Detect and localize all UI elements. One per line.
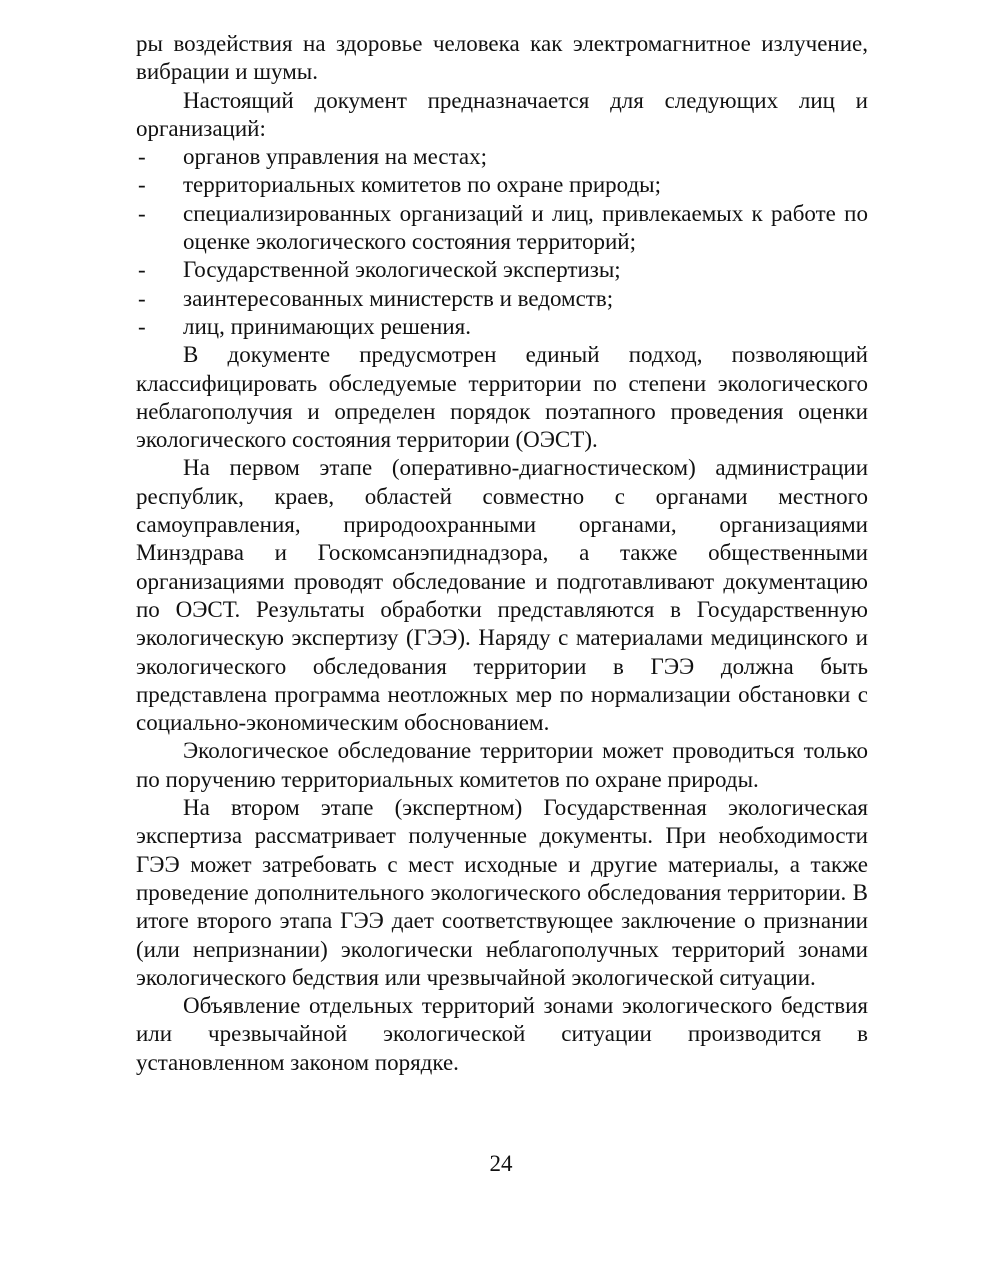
list-item <box>136 285 868 313</box>
list-marker: - <box>138 200 146 226</box>
paragraph-continuation: ры воздействия на здоровье человека как электромагнитное излучение, вибрации и шумы. <box>136 31 868 85</box>
list-item <box>136 256 868 284</box>
paragraph-stage-one: На первом этапе (оперативно-диагностическом) администрации республик, краев, областей совместно с органами местного самоуправления, природоохранными органами, организациями Минздрава и Госкомсанэпиднадзора, а также общественными организациями проводят обследование и подготавливают документацию по ОЭСТ. Результаты обработки представляются в Государственную экологическую экспертизу (ГЭЭ). Наряду с материалами медицинского и экологического обследования территории в ГЭЭ должна быть представлена программа неотложных мер по нормализации обстановки с социально-экономическим обоснованием. <box>136 455 868 736</box>
list-item-text: органов управления на местах; <box>183 144 488 170</box>
list-item <box>136 143 868 171</box>
list-marker: - <box>138 144 146 170</box>
paragraph-declaration: Объявление отдельных территорий зонами экологического бедствия или чрезвычайной экологической ситуации производится в установленном законом порядке. <box>136 993 868 1075</box>
list-marker: - <box>138 285 146 311</box>
list-marker: - <box>138 257 146 283</box>
page-number: 24 <box>489 1151 513 1176</box>
list-marker: - <box>138 172 146 198</box>
list-item-text: специализированных организаций и лиц, привлекаемых к работе по оценке экологического состояния территорий; <box>183 200 868 255</box>
paragraph-intro: Настоящий документ предназначается для следующих лиц и организаций: <box>136 87 868 141</box>
list-marker: - <box>138 313 146 339</box>
paragraph-stage-two: На втором этапе (экспертном) Государственная экологическая экспертиза рассматривает полученные документы. При необходимости ГЭЭ может затребовать с мест исходные и другие материалы, а также проведение дополнительного экологического обследования территории. В итоге второго этапа ГЭЭ дает соответствующее заключение о признании (или непризнании) экологически неблагополучных территорий зонами экологического бедствия или чрезвычайной экологической ситуации. <box>136 795 868 990</box>
list-item <box>136 313 868 341</box>
paragraph-approach: В документе предусмотрен единый подход, позволяющий классифицировать обследуемые территории по степени экологического неблагополучия и определен порядок поэтапного проведения оценки экологического состояния территории (ОЭСТ). <box>136 342 868 453</box>
audience-list <box>136 143 868 341</box>
paragraph-survey: Экологическое обследование территории может проводиться только по поручению территориальных комитетов по охране природы. <box>136 738 868 792</box>
document-page <box>136 30 868 1077</box>
list-item-text: Государственной экологической экспертизы; <box>183 257 621 283</box>
list-item-text: заинтересованных министерств и ведомств; <box>183 285 614 311</box>
list-item <box>136 200 868 257</box>
list-item-text: лиц, принимающих решения. <box>183 313 471 339</box>
list-item <box>136 171 868 199</box>
list-item-text: территориальных комитетов по охране природы; <box>183 172 662 198</box>
